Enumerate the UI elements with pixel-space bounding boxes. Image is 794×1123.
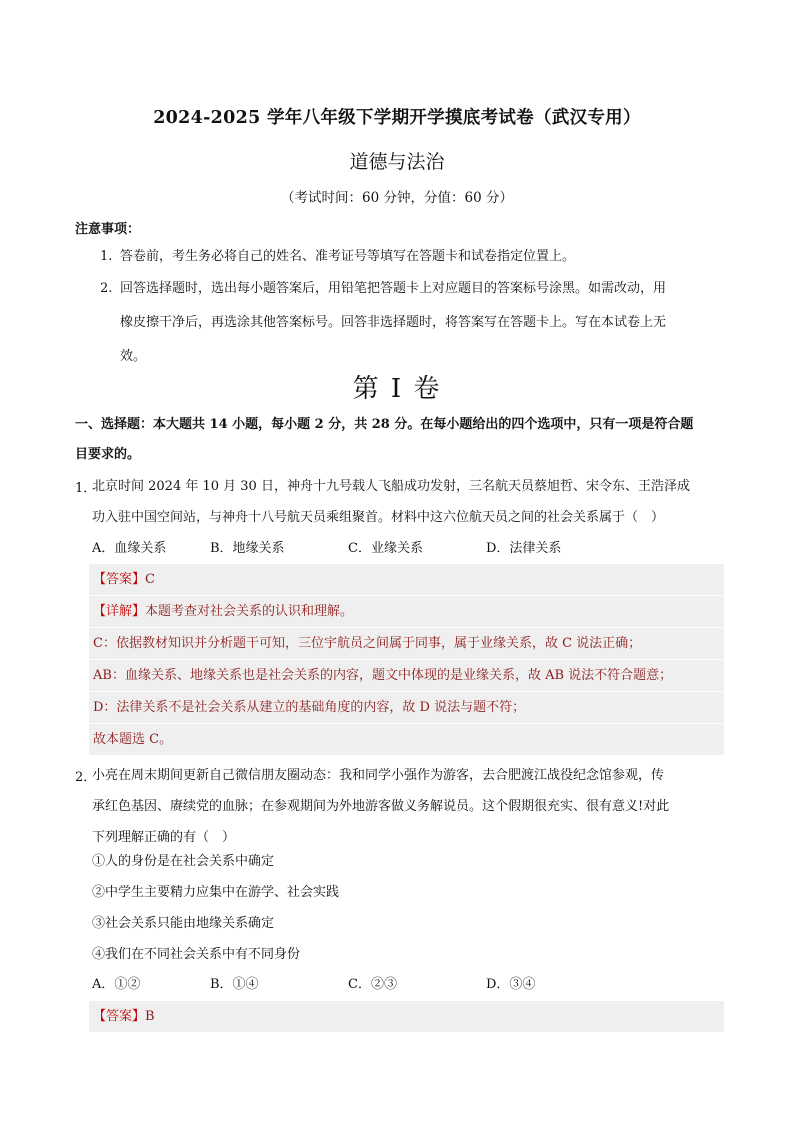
answer-value: B (145, 1009, 155, 1024)
stem-line: 北京时间 2024 年 10 月 30 日，神舟十九号载人飞船成功发射，三名航天员蔡旭哲、宋令东、王浩泽成 (92, 479, 690, 494)
notice-item-2-line3: 效。 (120, 349, 147, 364)
statement-2: ②中学生主要精力应集中在游学、社会实践 (92, 885, 340, 900)
detail-line (89, 596, 724, 628)
notice-heading: 注意事项： (75, 222, 141, 237)
question-1-options (92, 534, 712, 564)
option-b[interactable]: B．①④ (210, 977, 259, 992)
notice-item-number: 1. (100, 249, 113, 264)
notice-item-text: 回答选择题时，选出每小题答案后，用铅笔把答题卡上对应题目的答案标号涂黑。如需改动，用 (120, 281, 667, 296)
question-1-stem (92, 471, 732, 533)
exam-info: （考试时间：60 分钟，分值：60 分） (281, 190, 513, 206)
option-c[interactable]: C．业缘关系 (348, 541, 423, 556)
answer-value: C (145, 572, 155, 587)
question-2-answer-box (89, 1001, 724, 1033)
option-d[interactable]: D．③④ (486, 977, 536, 992)
section-line: 一、选择题：本大题共 14 小题，每小题 2 分，共 28 分。在每小题给出的四个选项中，只有一项是符合题 (75, 417, 694, 432)
answer-line (89, 564, 724, 596)
notice-item-2-line2: 橡皮擦干净后，再选涂其他答案标号。回答非选择题时，将答案写在答题卡上。写在本试卷上无 (120, 315, 667, 330)
option-c[interactable]: C．②③ (348, 977, 397, 992)
statement-4: ④我们在不同社会关系中有不同身份 (92, 947, 301, 962)
stem-line: 小亮在周末期间更新自己微信朋友圈动态：我和同学小强作为游客，去合肥渡江战役纪念馆参观，传 (92, 768, 665, 783)
question-2-options (92, 970, 712, 1000)
detail-text: 本题考查对社会关系的认识和理解。 (145, 604, 354, 619)
analysis-line: D：法律关系不是社会关系从建立的基础角度的内容，故 D 说法与题不符； (89, 692, 724, 724)
answer-line (89, 1001, 724, 1033)
option-a[interactable]: A．血缘关系 (92, 541, 167, 556)
section-instructions (75, 410, 725, 470)
notice-item-1 (100, 241, 575, 273)
option-d[interactable]: D．法律关系 (486, 541, 562, 556)
section-line: 目要求的。 (75, 447, 141, 462)
page-title: 2024-2025 学年八年级下学期开学摸底考试卷（武汉专用） (153, 108, 641, 128)
statement-1: ①人的身份是在社会关系中确定 (92, 854, 275, 869)
question-2-stem (92, 760, 732, 853)
volume-title: 第 I 卷 (352, 374, 442, 404)
analysis-line: AB：血缘关系、地缘关系也是社会关系的内容，题文中体现的是业缘关系，故 AB 说法不符合题意； (89, 660, 724, 692)
question-number: 2． (75, 770, 97, 785)
stem-line: 下列理解正确的有（ ） (92, 830, 236, 845)
notice-item-number: 2. (100, 281, 113, 296)
answer-tag: 【答案】 (93, 1009, 146, 1024)
stem-line: 承红色基因、赓续党的血脉；在参观期间为外地游客做义务解说员。这个假期很充实、很有意义!对此 (92, 799, 670, 814)
notice-item-text: 答卷前，考生务必将自己的姓名、准考证号等填写在答题卡和试卷指定位置上。 (120, 249, 576, 264)
option-b[interactable]: B．地缘关系 (210, 541, 285, 556)
answer-tag: 【答案】 (93, 572, 146, 587)
question-number: 1． (75, 481, 97, 496)
stem-line: 功入驻中国空间站，与神舟十八号航天员乘组聚首。材料中这六位航天员之间的社会关系属于（ ） (92, 510, 665, 525)
option-a[interactable]: A．①② (92, 977, 141, 992)
detail-tag: 【详解】 (93, 604, 146, 619)
statement-3: ③社会关系只能由地缘关系确定 (92, 916, 275, 931)
analysis-line: C：依据教材知识并分析题干可知，三位宇航员之间属于同事，属于业缘关系，故 C 说法正确； (89, 628, 724, 660)
question-1-answer-box (89, 564, 724, 756)
notice-item-2 (100, 273, 666, 305)
subject-title: 道德与法治 (349, 151, 445, 173)
analysis-line: 故本题选 C。 (89, 724, 724, 756)
